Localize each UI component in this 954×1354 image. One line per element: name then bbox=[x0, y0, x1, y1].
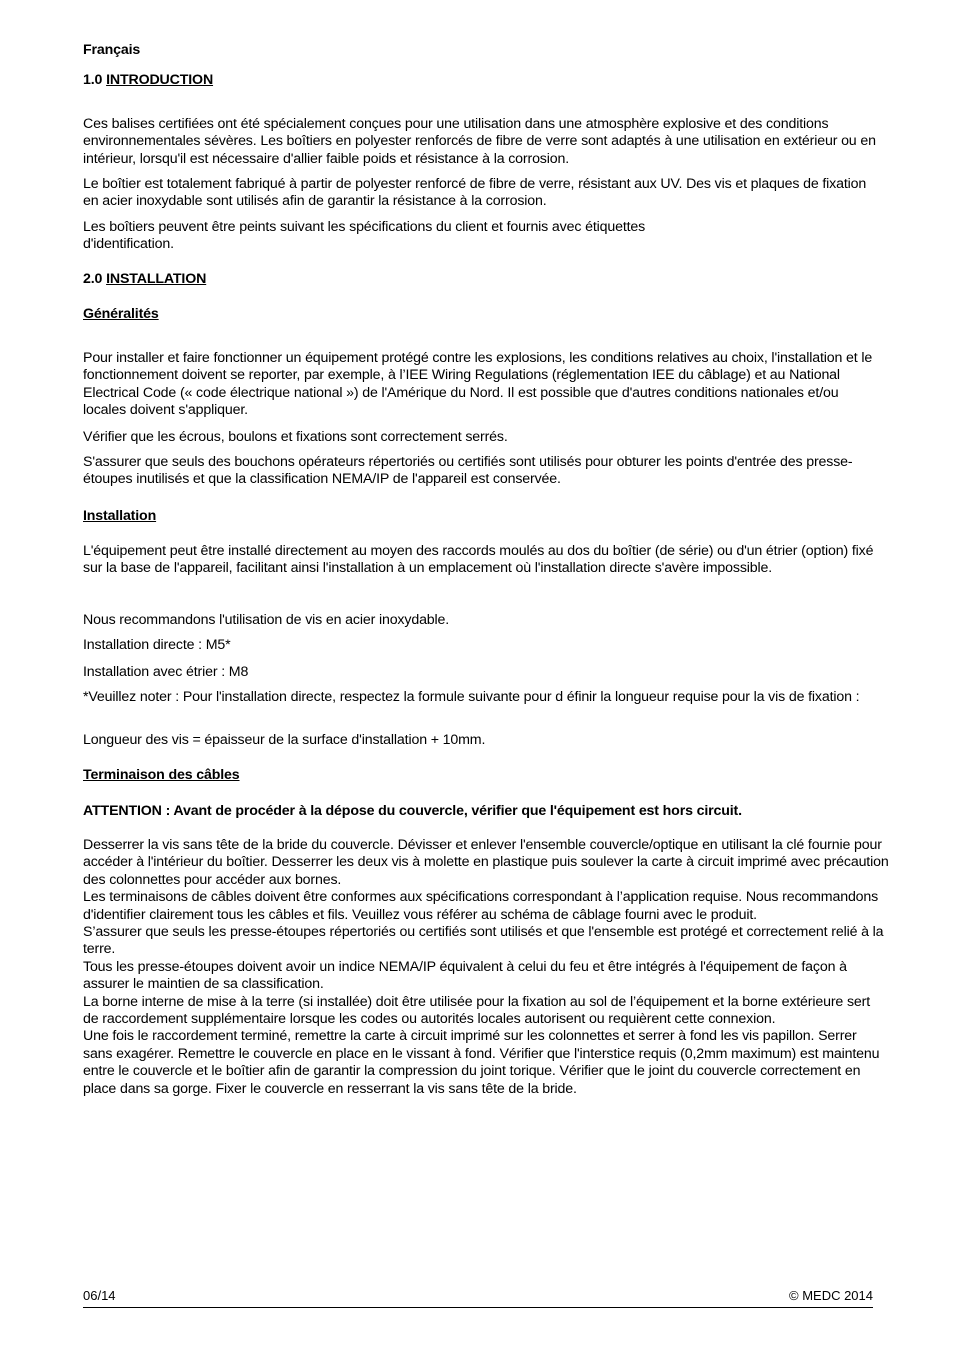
section-2-title: INSTALLATION bbox=[106, 271, 207, 287]
terminaison-paragraph-1: Desserrer la vis sans tête de la bride du couvercle. Dévisser et enlever l'ensemble couvercle/optique en utilisant la clé fournie pour accéder à l'intérieur du boîtier. Desserrer les deux vis à molette en plastique puis soulever la carte à circuit imprimé avec précaution des colonnettes pour accéder aux bornes. bbox=[83, 837, 889, 888]
generalites-paragraph-2: Vérifier que les écrous, boulons et fixations sont correctement serrés. bbox=[83, 429, 508, 445]
section-1-title: INTRODUCTION bbox=[106, 72, 214, 88]
terminaison-paragraph-5: La borne interne de mise à la terre (si installée) doit être utilisée pour la fixation au sol de l’équipement et la borne extérieure sert de raccordement supplémentaire lorsque les codes ou autorités locales autorisent ou requièrent cette connexion. bbox=[83, 993, 871, 1028]
intro-paragraph-2: Le boîtier est totalement fabriqué à partir de polyester renforcé de fibre de verre, résistant aux UV. Des vis et plaques de fixation en acier inoxydable sont utilisés afin de garantir la résistance à la corrosion. bbox=[83, 176, 867, 210]
intro-paragraph-3: Les boîtiers peuvent être peints suivant les spécifications du client et fournis avec étiquettes d'identification. bbox=[83, 219, 646, 253]
terminaison-paragraph-4: Tous les presse-étoupes doivent avoir un indice NEMA/IP équivalent à celui du feu et être intégrés à l'équipement de façon à assurer le maintien de sa classification. bbox=[83, 958, 847, 993]
section-1-number: 1.0 bbox=[83, 72, 103, 88]
section-1-heading bbox=[83, 72, 213, 89]
section-2-number: 2.0 bbox=[83, 271, 103, 287]
installation-paragraph-6: Longueur des vis = épaisseur de la surface d'installation + 10mm. bbox=[83, 732, 486, 748]
generalites-paragraph-3: S'assurer que seuls des bouchons opérateurs répertoriés ou certifiés sont utilisés pour obturer les points d'entrée des presse-étoupes inutilisés et que la classification NEMA/IP de l'appareil est conservée. bbox=[83, 454, 853, 488]
footer-date: 06/14 bbox=[83, 1288, 116, 1303]
terminaison-paragraph-6: Une fois le raccordement terminé, remettre la carte à circuit imprimé sur les colonnettes et serrer à fond les vis papillon. Serrer sans exagérer. Remettre le couvercle en place en le vissant à fond. Vérifier que l'interstice requis (0,2mm maximum) est maintenu entre le couvercle et le boîtier afin de garantir la compression du joint torique. Vérifier que le joint du couvercle correctement en place dans sa gorge. Fixer le couvercle en resserrant la vis sans tête de la bride. bbox=[83, 1028, 880, 1097]
generalites-paragraph-1: Pour installer et faire fonctionner un équipement protégé contre les explosions, les conditions relatives au choix, l'installation et le fonctionnement doivent se reporter, par exemple, à l’IEE Wiring Regulations (réglementation IEE du câblage) et au National Electrical Code (« code électrique national ») de l'Amérique du Nord. Il est possible que d'autres conditions nationales et/ou locales doivent s'appliquer. bbox=[83, 350, 873, 419]
terminaison-paragraph-2: Les terminaisons de câbles doivent être conformes aux spécifications correspondant à l’application requise. Nous recommandons d'identifier clairement tous les câbles et fils. Veuillez vous référer au schéma de câblage fourni avec le produit. bbox=[83, 889, 879, 923]
language-label: Français bbox=[83, 42, 141, 58]
generalites-heading: Généralités bbox=[83, 306, 159, 322]
installation-paragraph-5: *Veuillez noter : Pour l'installation directe, respectez la formule suivante pour d éfinir la longueur requise pour la vis de fixation : bbox=[83, 689, 860, 705]
installation-paragraph-1: L'équipement peut être installé directement au moyen des raccords moulés au dos du boîtier (de série) ou d'un étrier (option) fixé sur la base de l'appareil, facilitant ainsi l'installation à un emplacement où l'installation directe s'avère impossible. bbox=[83, 543, 874, 577]
terminaison-heading: Terminaison des câbles bbox=[83, 767, 240, 783]
installation-paragraph-3: Installation directe : M5* bbox=[83, 637, 231, 653]
footer-copyright: © MEDC 2014 bbox=[789, 1288, 873, 1303]
installation-heading: Installation bbox=[83, 508, 157, 524]
terminaison-body bbox=[83, 837, 889, 1098]
installation-paragraph-4: Installation avec étrier : M8 bbox=[83, 664, 249, 680]
warning-text: ATTENTION : Avant de procéder à la dépose du couvercle, vérifier que l'équipement est hors circuit. bbox=[83, 803, 742, 819]
footer-divider bbox=[83, 1307, 873, 1308]
section-2-heading bbox=[83, 271, 206, 288]
installation-paragraph-2: Nous recommandons l'utilisation de vis en acier inoxydable. bbox=[83, 612, 450, 628]
intro-paragraph-1: Ces balises certifiées ont été spécialement conçues pour une utilisation dans une atmosphère explosive et des conditions environnementales sévères. Les boîtiers en polyester renforcés de fibre de verre sont adaptés à une utilisation en extérieur ou en intérieur, lorsqu'il est nécessaire d'allier faible poids et résistance à la corrosion. bbox=[83, 116, 876, 167]
terminaison-paragraph-3: S’assurer que seuls les presse-étoupes répertoriés ou certifiés sont utilisés et que l'ensemble est protégé et correctement relié à la terre. bbox=[83, 924, 884, 958]
